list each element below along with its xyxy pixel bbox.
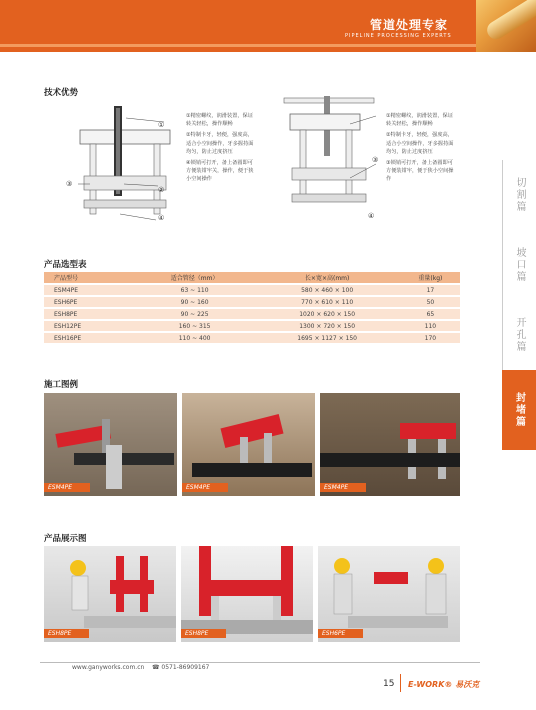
construction-photo — [44, 393, 177, 496]
callout-3: ③ — [66, 180, 73, 188]
photo-label: ESH8PE — [181, 629, 226, 638]
feature-text: ③锁销可打开，备上备圆即可方便装钳牢，便于狭小空间操作 — [386, 160, 454, 183]
table-cell: 170 — [401, 332, 460, 344]
footer-separator — [400, 674, 401, 692]
table-cell: ESH6PE — [44, 296, 136, 308]
column-header: 长×宽×高(mm) — [253, 272, 400, 284]
brand-logo: E-WORK® 易沃克 — [408, 680, 480, 689]
table-cell: ESH16PE — [44, 332, 136, 344]
feature-text: ④锁销可打开，备上备圆即可方便装钳牢关，操作，便于狭小空间操作 — [186, 160, 254, 183]
table-cell: 160 ~ 315 — [136, 320, 254, 332]
table-header-row — [44, 272, 460, 284]
table-cell: 770 × 610 × 110 — [253, 296, 400, 308]
table-row — [44, 308, 460, 320]
column-header: 产品型号 — [44, 272, 136, 284]
clamp-illustration — [181, 546, 313, 642]
table-row — [44, 284, 460, 296]
table-cell: 50 — [401, 296, 460, 308]
section-heading-construction: 施工图例 — [44, 380, 79, 390]
tab-label: 切割篇 — [514, 177, 525, 213]
column-header: 重量(kg) — [401, 272, 460, 284]
section-heading-selection: 产品选型表 — [44, 260, 87, 270]
feature-list-right — [386, 112, 456, 184]
tab-label: 坡口篇 — [514, 247, 525, 283]
feature-list-left — [186, 112, 256, 184]
photo-label: ESH6PE — [318, 629, 363, 638]
column-header: 适合管径（mm） — [136, 272, 254, 284]
page-number: 15 — [383, 679, 395, 689]
feature-text: ①精密螺纹，润滑装置，保证转关轻松，操作顺畅 — [186, 113, 253, 128]
clamp-illustration — [318, 546, 460, 642]
header-title: 管道处理专家 — [370, 18, 449, 32]
feature-text: ②特制卡牙，轻便，强度高，适合小空间操作，牙多握持面均匀，防止过度挤压 — [386, 132, 454, 155]
tab-label: 开孔篇 — [514, 317, 525, 353]
table-cell: 1300 × 720 × 150 — [253, 320, 400, 332]
table-cell: 580 × 460 × 100 — [253, 284, 400, 296]
callout-4: ④ — [368, 212, 375, 220]
footer-divider — [40, 662, 480, 663]
header-stripe — [0, 44, 536, 47]
callout-3: ③ — [372, 156, 379, 164]
table-cell: 90 ~ 225 — [136, 308, 254, 320]
table-row — [44, 320, 460, 332]
table-cell: ESH8PE — [44, 308, 136, 320]
table-cell: 90 ~ 160 — [136, 296, 254, 308]
clamp-illustration — [320, 393, 460, 496]
clamp-illustration — [44, 393, 177, 496]
tab-bevel[interactable] — [502, 230, 536, 300]
table-cell: 17 — [401, 284, 460, 296]
tab-tapping[interactable] — [502, 300, 536, 370]
footer-website[interactable]: www.ganyworks.com.cn — [72, 664, 145, 671]
construction-photo — [320, 393, 460, 496]
footer-phone: ☎ 0571-86909167 — [152, 664, 210, 671]
showcase-photo — [44, 546, 176, 642]
feature-text: ①精密螺纹，润滑装置，保证转关轻松，操作顺畅 — [386, 113, 453, 128]
spec-table — [44, 272, 460, 345]
tab-cutting[interactable] — [502, 160, 536, 230]
tab-plugging[interactable] — [502, 370, 536, 450]
header-subtitle: PIPELINE PROCESSING EXPERTS — [345, 33, 452, 39]
photo-label: ESH8PE — [44, 629, 89, 638]
table-cell: ESH12PE — [44, 320, 136, 332]
table-cell: 110 ~ 400 — [136, 332, 254, 344]
table-cell: ESM4PE — [44, 284, 136, 296]
table-row — [44, 296, 460, 308]
section-heading-showcase: 产品展示图 — [44, 534, 87, 544]
table-cell: 110 — [401, 320, 460, 332]
header-banner — [0, 0, 536, 52]
callout-1: ① — [158, 121, 165, 129]
callout-2: ② — [158, 186, 165, 194]
tab-label: 封堵篇 — [513, 392, 525, 428]
diagram-right — [280, 94, 380, 224]
clamp-illustration — [182, 393, 315, 496]
showcase-photo — [181, 546, 313, 642]
callout-4: ④ — [158, 214, 165, 222]
clamp-illustration — [44, 546, 176, 642]
table-cell: 1020 × 620 × 150 — [253, 308, 400, 320]
table-cell: 63 ~ 110 — [136, 284, 254, 296]
table-cell: 1695 × 1127 × 150 — [253, 332, 400, 344]
section-heading-advantages: 技术优势 — [44, 88, 79, 98]
photo-label: ESM4PE — [320, 483, 366, 492]
photo-label: ESM4PE — [44, 483, 90, 492]
table-cell: 65 — [401, 308, 460, 320]
construction-photo — [182, 393, 315, 496]
table-row — [44, 332, 460, 344]
showcase-photo — [318, 546, 460, 642]
header-pipe-image — [476, 0, 536, 52]
feature-text: ②特制卡牙，轻便，强度高，适合小空间操作，牙多握持面均匀，防止过度挤压 — [186, 132, 254, 155]
photo-label: ESM4PE — [182, 483, 228, 492]
